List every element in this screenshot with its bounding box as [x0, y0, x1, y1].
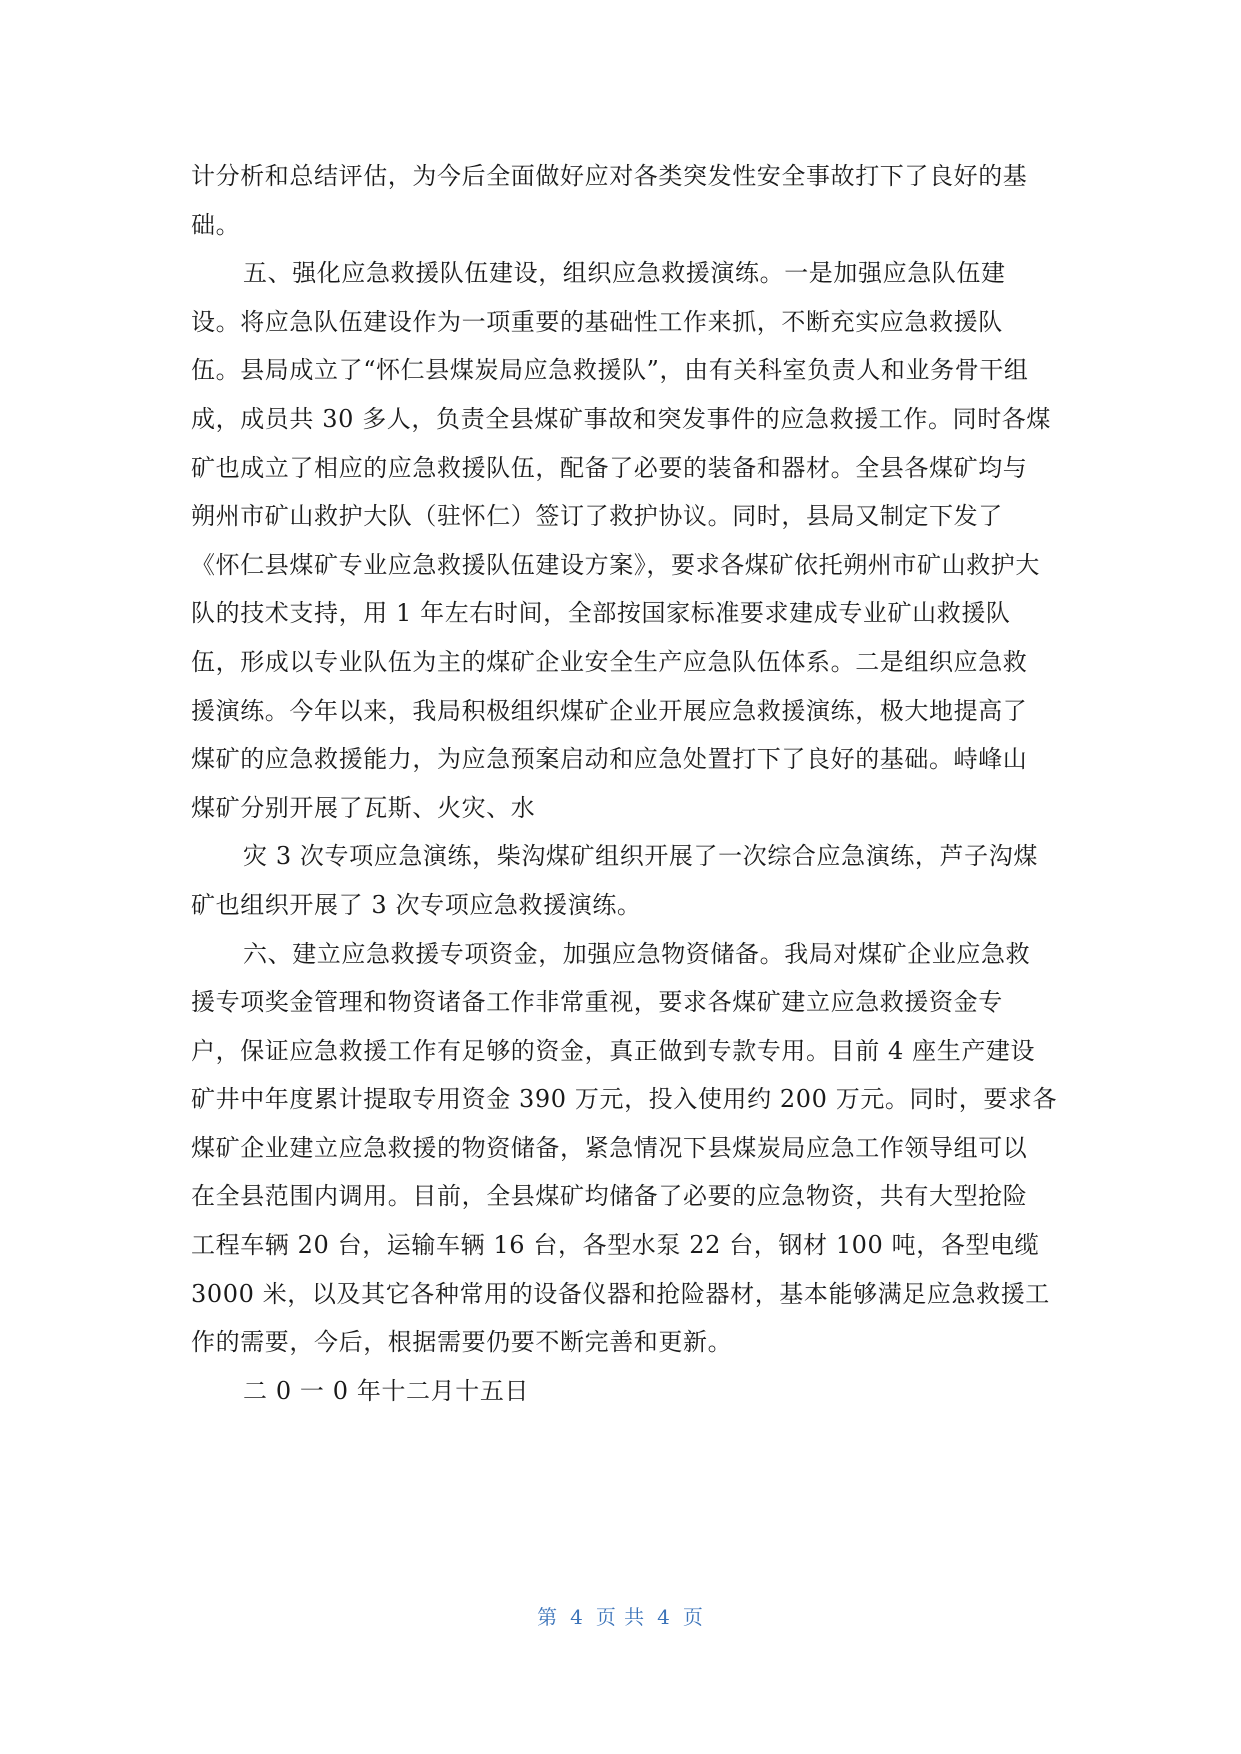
paragraph-drills	[191, 832, 1051, 929]
current-page-number: 4	[570, 1605, 584, 1629]
text-line: 成，成员共 30 多人，负责全县煤矿事故和突发事件的应急救援工作。同时各煤	[191, 404, 1051, 433]
text-line: 煤矿分别开展了瓦斯、火灾、水	[191, 793, 536, 822]
text-line: 伍。县局成立了“怀仁县煤炭局应急救援队”，由有关科室负责人和业务骨干组	[191, 356, 1029, 385]
text-line: 援专项奖金管理和物资诸备工作非常重视，要求各煤矿建立应急救援资金专	[191, 988, 1003, 1017]
text-line: 户，保证应急救援工作有足够的资金，真正做到专款专用。目前 4 座生产建设	[191, 1036, 1036, 1065]
page-middle: 页 共	[595, 1605, 646, 1629]
text-line: 灾 3 次专项应急演练，柴沟煤矿组织开展了一次综合应急演练，芦子沟煤	[243, 842, 1038, 871]
page-prefix: 第	[537, 1605, 559, 1629]
text-line: 矿也组织开展了 3 次专项应急救援演练。	[191, 890, 642, 919]
text-line: 计分析和总结评估，为今后全面做好应对各类突发性安全事故打下了良好的基	[191, 162, 1028, 190]
text-line: 煤矿的应急救援能力，为应急预案启动和应急处置打下了良好的基础。峙峰山	[191, 745, 1028, 774]
text-line: 在全县范围内调用。目前，全县煤矿均储备了必要的应急物资，共有大型抢险	[191, 1182, 1028, 1211]
text-line: 3000 米，以及其它各种常用的设备仪器和抢险器材，基本能够满足应急救援工	[191, 1279, 1050, 1308]
text-line: 设。将应急队伍建设作为一项重要的基础性工作来抓，不断充实应急救援队	[191, 307, 1003, 336]
total-page-number: 4	[657, 1605, 671, 1629]
document-body	[191, 152, 1058, 1415]
paragraph-continuation	[191, 152, 1051, 249]
text-line: 矿也成立了相应的应急救援队伍，配备了必要的装备和器材。全县各煤矿均与	[191, 453, 1028, 482]
paragraph-section-six	[191, 930, 1058, 1367]
text-line: 工程车辆 20 台，运输车辆 16 台，各型水泵 22 台，钢材 100 吨，各型电缆	[191, 1231, 1040, 1260]
text-line: 队的技术支持，用 1 年左右时间，全部按国家标准要求建成专业矿山救援队	[191, 599, 1011, 628]
document-date	[191, 1367, 1051, 1416]
date-line: 二 0 一 0 年十二月十五日	[243, 1376, 530, 1405]
text-line: 朔州市矿山救护大队（驻怀仁）签订了救护协议。同时，县局又制定下发了	[191, 502, 1003, 531]
text-line: 伍，形成以专业队伍为主的煤矿企业安全生产应急队伍体系。二是组织应急救	[191, 647, 1028, 676]
page-suffix: 页	[682, 1605, 704, 1629]
text-line: 《怀仁县煤矿专业应急救援队伍建设方案》，要求各煤矿依托朔州市矿山救护大	[191, 550, 1040, 579]
page-footer	[0, 1601, 1241, 1630]
text-line: 援演练。今年以来，我局积极组织煤矿企业开展应急救援演练，极大地提高了	[191, 696, 1028, 725]
text-line: 作的需要，今后，根据需要仍要不断完善和更新。	[191, 1328, 733, 1357]
text-line: 煤矿企业建立应急救援的物资储备，紧急情况下县煤炭局应急工作领导组可以	[191, 1133, 1028, 1162]
text-line: 六、建立应急救援专项资金，加强应急物资储备。我局对煤矿企业应急救	[243, 939, 1031, 968]
text-line: 矿井中年度累计提取专用资金 390 万元，投入使用约 200 万元。同时，要求各	[191, 1085, 1058, 1114]
text-line: 五、强化应急救援队伍建设，组织应急救援演练。一是加强应急队伍建	[243, 259, 1006, 288]
text-line: 础。	[191, 210, 241, 239]
paragraph-section-five	[191, 249, 1051, 832]
